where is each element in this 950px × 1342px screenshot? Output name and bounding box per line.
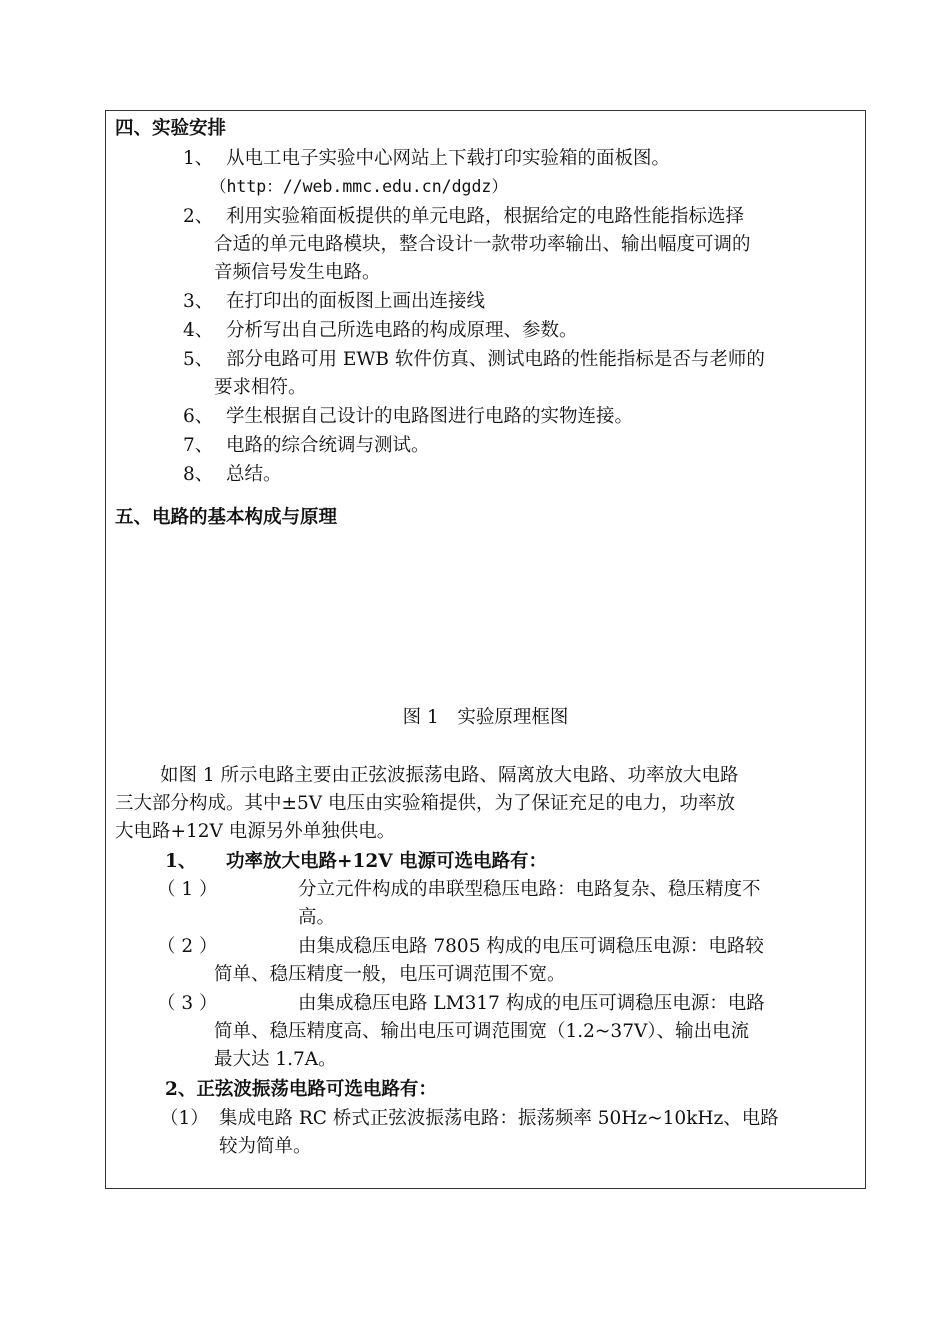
option-text: 简单、稳压精度一般，电压可调范围不宽。 xyxy=(214,964,566,985)
item-text: 分析写出自己所选电路的构成原理、参数。 xyxy=(226,320,578,341)
item-text: 学生根据自己设计的电路图进行电路的实物连接。 xyxy=(226,406,634,427)
item-number: 4、 xyxy=(183,320,214,341)
item-number: 7、 xyxy=(183,435,214,456)
sub1-number: 1、 xyxy=(165,851,197,872)
option-number: （1） xyxy=(160,1108,209,1129)
item-number: 1、 xyxy=(183,148,214,169)
option-number: （ 3 ） xyxy=(157,993,218,1014)
item-number: 6、 xyxy=(183,406,214,427)
option-text: 由集成稳压电路 LM317 构成的电压可调稳压电源：电路 xyxy=(298,993,765,1014)
section5-heading: 五、电路的基本构成与原理 xyxy=(115,507,338,528)
sub1-title: 功率放大电路+12V 电源可选电路有： xyxy=(226,851,548,872)
item-text: 合适的单元电路模块，整合设计一款带功率输出、输出幅度可调的 xyxy=(214,234,751,255)
item-text: 总结。 xyxy=(226,464,282,485)
item-text: 电路的综合统调与测试。 xyxy=(226,435,430,456)
item-text: 音频信号发生电路。 xyxy=(214,262,381,283)
item-number: 8、 xyxy=(183,464,214,485)
item-number: 5、 xyxy=(183,349,214,370)
paragraph-line: 如图 1 所示电路主要由正弦波振荡电路、隔离放大电路、功率放大电路 xyxy=(160,765,739,786)
item-text: 从电工电子实验中心网站上下载打印实验箱的面板图。 xyxy=(226,148,671,169)
option-number: （ 2 ） xyxy=(157,936,218,957)
option-text: 较为简单。 xyxy=(219,1136,312,1157)
item-number: 2、 xyxy=(183,206,214,227)
sub2-title: 2、正弦波振荡电路可选电路有： xyxy=(165,1079,437,1100)
paragraph-line: 大电路+12V 电源另外单独供电。 xyxy=(115,821,396,842)
figure-caption: 图 1 实验原理框图 xyxy=(402,707,569,728)
option-number: （ 1 ） xyxy=(157,879,218,900)
item-text: 要求相符。 xyxy=(214,377,307,398)
option-text: 最大达 1.7A。 xyxy=(214,1049,337,1070)
section4-heading: 四、实验安排 xyxy=(115,118,227,139)
item-text: 在打印出的面板图上画出连接线 xyxy=(226,291,486,312)
paragraph-line: 三大部分构成。其中±5V 电压由实验箱提供，为了保证充足的电力，功率放 xyxy=(115,793,736,814)
item-text: 部分电路可用 EWB 软件仿真、测试电路的性能指标是否与老师的 xyxy=(226,349,765,370)
option-text: 分立元件构成的串联型稳压电路：电路复杂、稳压精度不 xyxy=(298,879,761,900)
item-text-url: （http：//web.mmc.edu.cn/dgdz） xyxy=(210,177,508,196)
option-text: 集成电路 RC 桥式正弦波振荡电路：振荡频率 50Hz~10kHz、电路 xyxy=(219,1108,779,1129)
option-text: 由集成稳压电路 7805 构成的电压可调稳压电源：电路较 xyxy=(298,936,764,957)
item-text: 利用实验箱面板提供的单元电路，根据给定的电路性能指标选择 xyxy=(226,206,745,227)
option-text: 高。 xyxy=(298,907,336,928)
option-text: 简单、稳压精度高、输出电压可调范围宽（1.2~37V）、输出电流 xyxy=(214,1021,750,1042)
item-number: 3、 xyxy=(183,291,214,312)
